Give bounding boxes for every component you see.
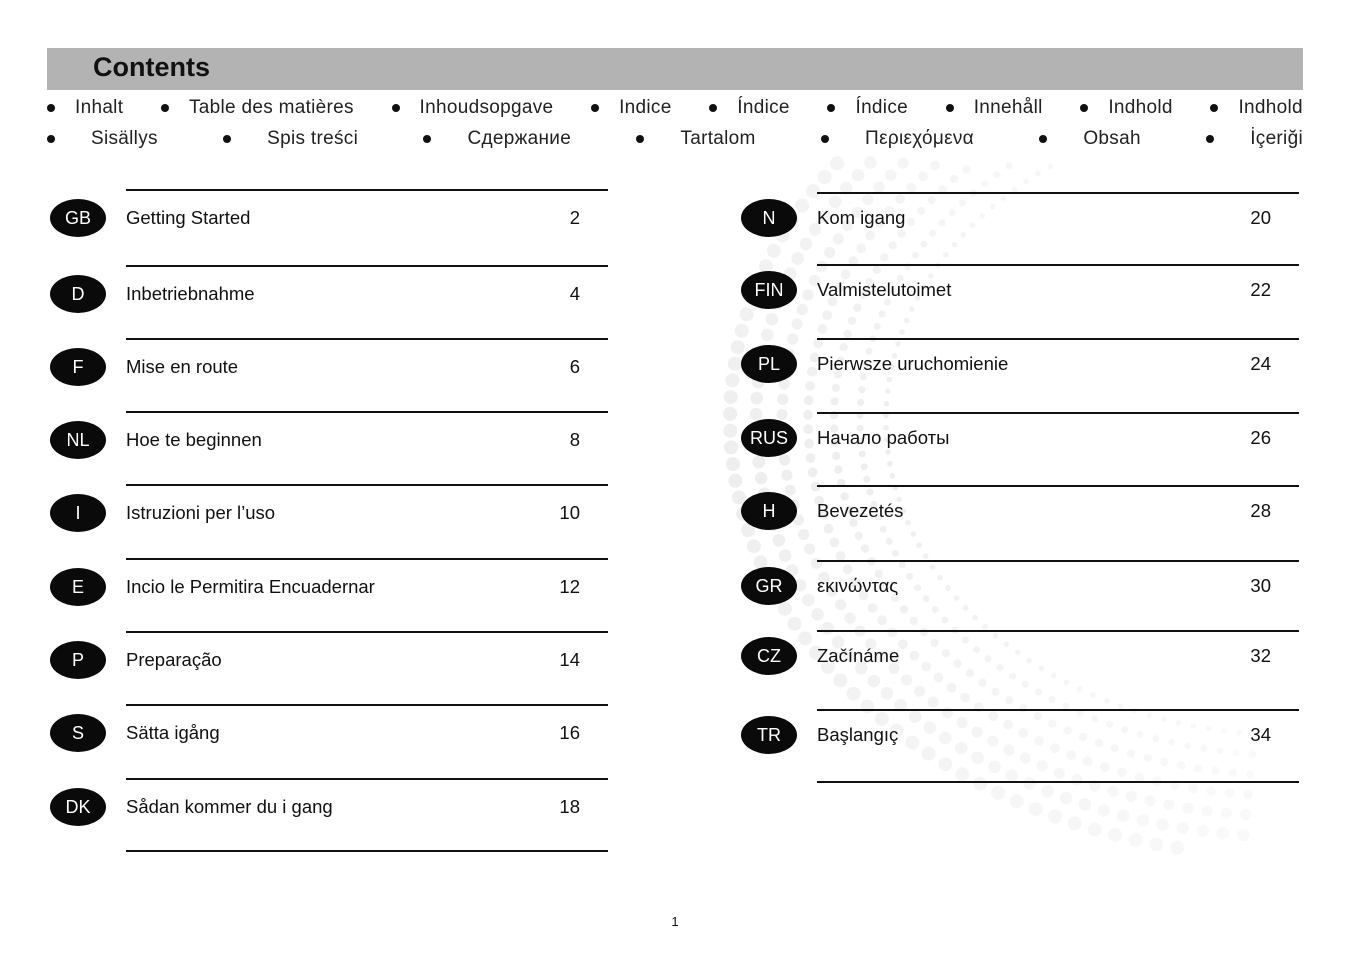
language-title-item (827, 97, 908, 119)
language-title-item (1206, 128, 1303, 150)
toc-entry[interactable] (0, 778, 1350, 852)
toc-divider (817, 338, 1299, 340)
bullet-icon (1080, 104, 1088, 112)
toc-entry-label: Bevezetés (817, 500, 904, 521)
toc-entry-label: Начало работы (817, 427, 950, 448)
language-code-badge: RUS (741, 419, 797, 457)
toc-page-number: 18 (559, 796, 580, 817)
language-title-item (423, 128, 571, 150)
language-title-text: Inhoudsopgave (419, 97, 554, 118)
toc-divider (817, 192, 1299, 194)
toc-entry[interactable] (0, 485, 1350, 559)
halftone-dot (1035, 171, 1041, 177)
language-title-text: Περιεχόμενα (865, 128, 974, 149)
toc-page-number: 24 (1250, 353, 1271, 374)
language-row-2 (47, 127, 1303, 151)
toc-divider (126, 189, 608, 191)
language-title-item (821, 128, 974, 150)
language-title-item (1080, 97, 1172, 119)
language-code-badge: I (50, 494, 106, 532)
toc-entry-label: Kom igang (817, 207, 906, 228)
toc-divider (817, 264, 1299, 266)
toc-entry-label: εκινώντας (817, 575, 899, 596)
toc-divider (817, 412, 1299, 414)
toc-divider (817, 560, 1299, 562)
bullet-icon (1206, 135, 1214, 143)
toc-entry-label: Inbetriebnahme (126, 283, 255, 304)
bullet-icon (392, 104, 400, 112)
halftone-dot (898, 158, 909, 169)
toc-entry[interactable] (0, 264, 1350, 338)
toc-entry[interactable] (0, 192, 1350, 266)
toc-entry-label: Valmistelutoimet (817, 279, 952, 300)
language-code-badge: GB (50, 199, 106, 237)
toc-entry-label: Pierwsze uruchomienie (817, 353, 1009, 374)
language-title-text: Índice (737, 97, 790, 118)
bullet-icon (827, 104, 835, 112)
language-title-text: Obsah (1083, 128, 1141, 149)
language-title-text: Indhold (1238, 97, 1303, 118)
toc-page-number: 30 (1250, 575, 1271, 596)
toc-entry[interactable] (0, 709, 1350, 783)
halftone-dot (885, 169, 896, 180)
toc-divider (817, 485, 1299, 487)
language-title-item (161, 97, 354, 119)
bullet-icon (423, 135, 431, 143)
toc-end-divider (817, 781, 1299, 783)
toc-entry-label: Začínáme (817, 645, 900, 666)
language-title-text: Innehåll (973, 97, 1043, 118)
bullet-icon (821, 135, 829, 143)
language-title-text: Table des matières (188, 97, 354, 118)
toc-divider (817, 709, 1299, 711)
language-code-badge: D (50, 275, 106, 313)
language-code-badge: N (741, 199, 797, 237)
page-title: Contents (93, 52, 210, 82)
language-title-text: Inhalt (75, 97, 124, 118)
language-row-1 (47, 96, 1303, 120)
halftone-dot (1023, 179, 1029, 185)
language-title-item (1039, 128, 1140, 150)
toc-entry-label: Hoe te beginnen (126, 429, 262, 450)
language-title-item (47, 97, 123, 119)
halftone-dot (981, 180, 988, 187)
language-title-text: Spis treści (267, 128, 359, 149)
halftone-dot (1006, 163, 1013, 170)
halftone-dot (962, 165, 970, 173)
halftone-dot (830, 156, 844, 170)
halftone-dot (950, 175, 958, 183)
language-title-text: Indice (619, 97, 672, 118)
toc-page-number: 34 (1250, 724, 1271, 745)
toc-entry[interactable] (0, 630, 1350, 704)
bullet-icon (636, 135, 644, 143)
language-title-item (946, 97, 1043, 119)
language-title-text: Índice (855, 97, 908, 118)
toc-page-number: 20 (1250, 207, 1271, 228)
language-title-text: Tartalom (680, 128, 756, 149)
language-code-badge: S (50, 714, 106, 752)
language-code-badge: CZ (741, 637, 797, 675)
language-title-item (47, 128, 158, 150)
toc-entry[interactable] (0, 412, 1350, 486)
halftone-dot (918, 171, 928, 181)
toc-entry-label: Başlangıç (817, 724, 899, 745)
toc-page-number: 6 (569, 356, 580, 377)
language-code-badge: PL (741, 345, 797, 383)
halftone-dot (864, 156, 877, 169)
language-code-badge: FIN (741, 271, 797, 309)
language-title-item (591, 97, 672, 119)
bullet-icon (47, 104, 55, 112)
language-code-badge: NL (50, 421, 106, 459)
title-bar (47, 48, 1303, 90)
language-code-badge: TR (741, 716, 797, 754)
halftone-dot (930, 161, 940, 171)
toc-page-number: 4 (569, 283, 580, 304)
bullet-icon (47, 135, 55, 143)
toc-page-number: 14 (559, 649, 580, 670)
language-title-item (1210, 97, 1302, 119)
toc-entry-label: Preparação (126, 649, 222, 670)
bullet-icon (1210, 104, 1218, 112)
toc-entry-label: Incio le Permitira Encuadernar (126, 576, 375, 597)
toc-page-number: 12 (559, 576, 580, 597)
language-code-badge: H (741, 492, 797, 530)
language-title-item (392, 97, 554, 119)
halftone-dot (852, 169, 865, 182)
language-title-text: Indhold (1108, 97, 1173, 118)
bullet-icon (161, 104, 169, 112)
language-title-text: Сдержание (467, 128, 572, 149)
toc-entry-label: Getting Started (126, 207, 251, 228)
toc-page-number: 10 (559, 502, 580, 523)
language-code-badge: E (50, 568, 106, 606)
toc-page-number: 26 (1250, 427, 1271, 448)
page-number: 1 (671, 914, 679, 929)
toc-divider (126, 704, 608, 706)
language-code-badge: P (50, 641, 106, 679)
halftone-dot (993, 171, 1000, 178)
halftone-dot (1048, 164, 1054, 170)
toc-entry[interactable] (0, 338, 1350, 412)
toc-page-number: 28 (1250, 500, 1271, 521)
halftone-dot (818, 170, 832, 184)
language-title-item (223, 128, 358, 150)
toc-end-divider (126, 850, 608, 852)
toc-page-number: 32 (1250, 645, 1271, 666)
bullet-icon (223, 135, 231, 143)
bullet-icon (1039, 135, 1047, 143)
toc-page-number: 16 (559, 722, 580, 743)
toc-page-number: 2 (569, 207, 580, 228)
toc-page-number: 22 (1250, 279, 1271, 300)
bullet-icon (709, 104, 717, 112)
toc-entry-label: Mise en route (126, 356, 239, 377)
language-title-text: İçeriği (1250, 128, 1303, 149)
language-code-badge: F (50, 348, 106, 386)
toc-entry[interactable] (0, 560, 1350, 634)
toc-divider (817, 630, 1299, 632)
toc-entry-label: Sådan kommer du i gang (126, 796, 333, 817)
toc-entry-label: Istruzioni per l’uso (126, 502, 276, 523)
language-title-text: Sisällys (91, 128, 158, 149)
toc-entry-label: Sätta igång (126, 722, 220, 743)
language-title-item (636, 128, 755, 150)
toc-page-number: 8 (569, 429, 580, 450)
language-code-badge: GR (741, 567, 797, 605)
bullet-icon (591, 104, 599, 112)
bullet-icon (946, 104, 954, 112)
language-title-item (709, 97, 790, 119)
language-code-badge: DK (50, 788, 106, 826)
